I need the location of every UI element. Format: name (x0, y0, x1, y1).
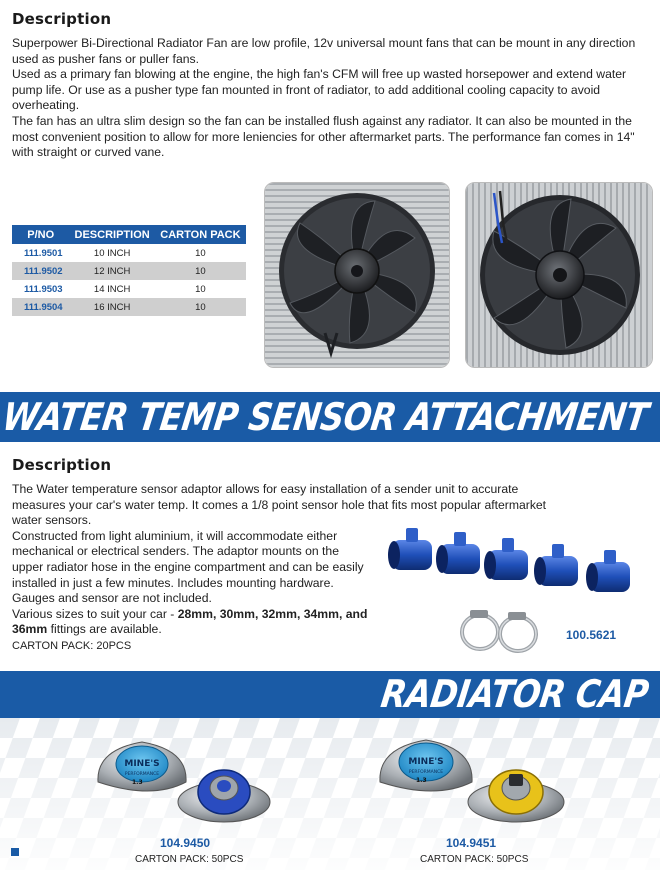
sizes-suffix: fittings are available. (47, 622, 162, 637)
fan-spec-table (12, 225, 246, 316)
sensor-description-paragraph: The Water temperature sensor adaptor allows for easy installation of a sender unit to accurate measures your car's water temp. It comes a 1/8 point sensor hole that fits most popular aftermarket water sensors. (12, 482, 547, 528)
fan-description (12, 36, 652, 161)
banner-title: RADIATOR CAP (378, 672, 652, 716)
size: 14 INCH (93, 283, 131, 295)
fan-description-paragraph: The fan has an ultra slim design so the fan can be installed flush against any radiator. It can also be mounted in the most convenient position to allow for more leniencies for other aftermarket parts. The performance fan comes in 14" with straight or curved vane. (12, 113, 635, 160)
sensor-adaptor-photo (384, 522, 654, 614)
size: 10 INCH (93, 247, 131, 259)
cap-part-number: 104.9450 (160, 836, 211, 850)
table-row (12, 262, 246, 280)
size: 16 INCH (69, 298, 154, 316)
table-row (12, 298, 246, 316)
sensor-description-line: mechanical or electrical senders. The adaptor mounts on the (12, 544, 339, 559)
table-header-row (12, 225, 246, 244)
fan-description-paragraph: Superpower Bi-Directional Radiator Fan are low profile, 12v universal mount fans that can be mount in any direction used as pusher fans or puller fans. (12, 36, 636, 66)
part-number: 111.9504 (12, 298, 69, 316)
carton-pack: 10 (195, 247, 206, 259)
banner-title: WATER TEMP SENSOR ATTACHMENT (0, 395, 652, 439)
column-header-carton-pack: CARTON PACK (155, 225, 246, 244)
sizes-list-end: 36mm (12, 622, 48, 637)
part-number: 111.9502 (12, 262, 69, 280)
size: 12 INCH (69, 262, 154, 280)
radiator-cap-photo (92, 730, 292, 830)
fan-description-heading: Description (12, 10, 112, 28)
sensor-description-heading: Description (12, 456, 112, 474)
column-header-pno: P/NO (12, 225, 69, 244)
cap-brand-text: MINE'S (124, 759, 160, 769)
sensor-description-line: installed in just a few minutes. Includes mounting hardware. (12, 575, 334, 590)
page-marker (11, 848, 19, 856)
cap-carton-pack: CARTON PACK: 50PCS (420, 854, 529, 865)
radiator-cap-photo (376, 730, 586, 830)
cap-brand-text: MINE'S (408, 757, 444, 767)
cap-sub-text: PERFORMANCE (124, 772, 160, 777)
cap-sub-text: PERFORMANCE (408, 770, 444, 775)
sensor-description-line: Constructed from light aluminium, it will accommodate either (12, 528, 338, 543)
cap-carton-pack: CARTON PACK: 50PCS (135, 854, 244, 865)
carton-pack: 10 (155, 298, 246, 316)
sizes-prefix: Various sizes to suit your car - (12, 606, 178, 621)
hose-clamp-photo (456, 606, 546, 656)
sensor-carton-pack: CARTON PACK: 20PCS (12, 640, 132, 652)
sensor-description-line: Gauges and sensor are not included. (12, 591, 212, 606)
cap-rating-text: 1.3 (132, 779, 143, 786)
carton-pack: 10 (155, 262, 246, 280)
part-number: 111.9501 (24, 247, 63, 259)
carton-pack: 10 (195, 283, 206, 295)
sensor-part-number: 100.5621 (566, 628, 617, 642)
table-row (12, 280, 246, 298)
radiator-fan-photo (264, 182, 450, 368)
table-row (12, 244, 246, 262)
sensor-description-line: upper radiator hose in the engine compartment and can be easily (12, 559, 364, 574)
cap-rating-text: 1.3 (416, 777, 427, 784)
radiator-fan-photo (465, 182, 653, 368)
sizes-list: 28mm, 30mm, 32mm, 34mm, and (177, 606, 368, 621)
radiator-cap-banner (0, 671, 660, 718)
cap-part-number: 104.9451 (446, 836, 497, 850)
water-temp-sensor-banner (0, 392, 660, 442)
fan-description-paragraph: Used as a primary fan blowing at the engine, the high fan's CFM will free up wasted horsepower and extend water pump life. Or use as a pusher type fan mounted in front of radiator, to add additional cooling capacity to avoid overheating. (12, 67, 627, 113)
column-header-description: DESCRIPTION (69, 225, 154, 244)
part-number: 111.9503 (24, 283, 63, 295)
